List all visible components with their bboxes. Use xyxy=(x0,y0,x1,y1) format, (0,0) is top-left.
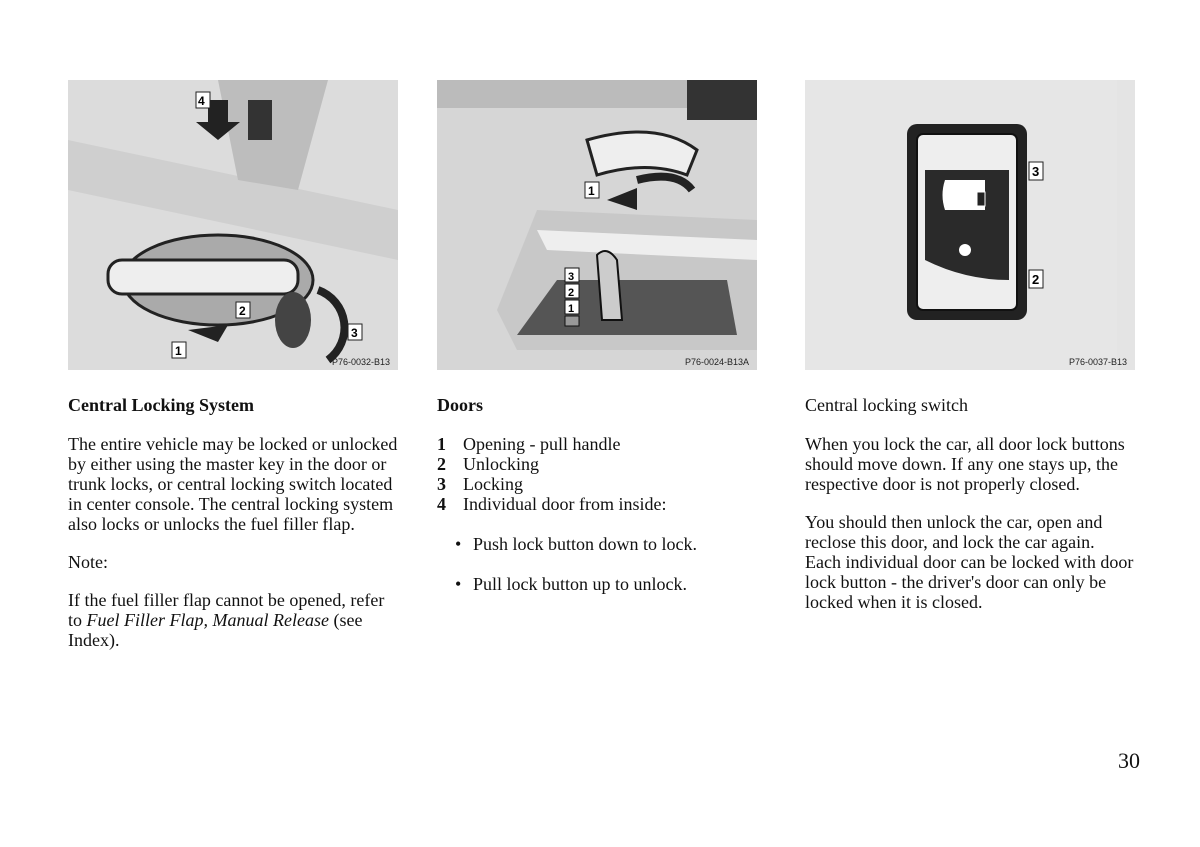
list-item-number: 3 xyxy=(437,474,446,494)
locking-switch-illustration xyxy=(805,80,1135,370)
locking-switch-drawing xyxy=(805,80,1117,370)
note-reference: Fuel Filler Flap, Manual Release xyxy=(86,610,329,630)
paragraph: You should then unlock the car, open and reclose this door, and lock the car again. Each individual door can be locked with door lock button - the driver's door can only be locked when it is closed. xyxy=(805,512,1134,612)
column-locking-switch xyxy=(805,80,1135,612)
section-heading: Central locking switch xyxy=(805,395,968,415)
list-item-text: Unlocking xyxy=(463,454,539,474)
door-handle-drawing xyxy=(68,80,398,370)
list-item xyxy=(437,454,757,474)
bullet-item xyxy=(455,574,757,594)
list-item-number: 2 xyxy=(437,454,446,474)
section-heading: Doors xyxy=(437,395,483,415)
fig2-callout-1: 1 xyxy=(588,184,595,198)
fig1-callout-3: 3 xyxy=(351,326,358,340)
bullet-text: Push lock button down to lock. xyxy=(473,534,697,554)
fig1-callout-1: 1 xyxy=(175,344,182,358)
section-heading: Central Locking System xyxy=(68,395,254,415)
list-item-number: 4 xyxy=(437,494,446,514)
list-item-text: Locking xyxy=(463,474,523,494)
fig3-callout-3: 3 xyxy=(1032,164,1040,179)
door-handle-illustration xyxy=(68,80,398,370)
bullet-icon: • xyxy=(455,574,462,594)
figure-code: P76-0032-B13 xyxy=(331,357,390,367)
note-label: Note: xyxy=(68,552,108,572)
list-item-number: 1 xyxy=(437,434,446,454)
list-item-text: Individual door from inside: xyxy=(463,494,667,514)
list-item xyxy=(437,474,757,494)
interior-door-drawing xyxy=(437,80,757,370)
fig1-callout-2: 2 xyxy=(239,304,246,318)
figure-code: P76-0037-B13 xyxy=(1068,357,1127,367)
column-central-locking xyxy=(68,80,398,650)
fig2-seat-memory-3: 3 xyxy=(568,271,575,283)
bullet-icon: • xyxy=(455,534,462,554)
bullet-text: Pull lock button up to unlock. xyxy=(473,574,687,594)
column-doors xyxy=(437,80,757,594)
numbered-list xyxy=(437,434,757,514)
list-item xyxy=(437,494,757,514)
list-item-text: Opening - pull handle xyxy=(463,434,621,454)
fig1-callout-4: 4 xyxy=(198,94,205,108)
note-text-after: (see Index). xyxy=(68,610,363,650)
list-item xyxy=(437,434,757,454)
bullet-item xyxy=(455,534,757,554)
fig2-seat-memory-1: 1 xyxy=(568,303,575,315)
note-text-before: If the fuel filler flap cannot be opened, refer to xyxy=(68,590,385,630)
page-number: 30 xyxy=(1118,748,1140,773)
interior-door-illustration xyxy=(437,80,757,370)
intro-paragraph: The entire vehicle may be locked or unlocked by either using the master key in the door or trunk locks, or central locking switch located in center console. The central locking system also locks or unlocks the fuel filler flap. xyxy=(68,434,398,534)
fig3-callout-2: 2 xyxy=(1032,272,1040,287)
note-paragraph xyxy=(68,590,398,650)
paragraph: When you lock the car, all door lock buttons should move down. If any one stays up, the respective door is not properly closed. xyxy=(805,434,1125,494)
fig2-seat-memory-2: 2 xyxy=(568,287,575,299)
figure-code: P76-0024-B13A xyxy=(684,357,749,367)
